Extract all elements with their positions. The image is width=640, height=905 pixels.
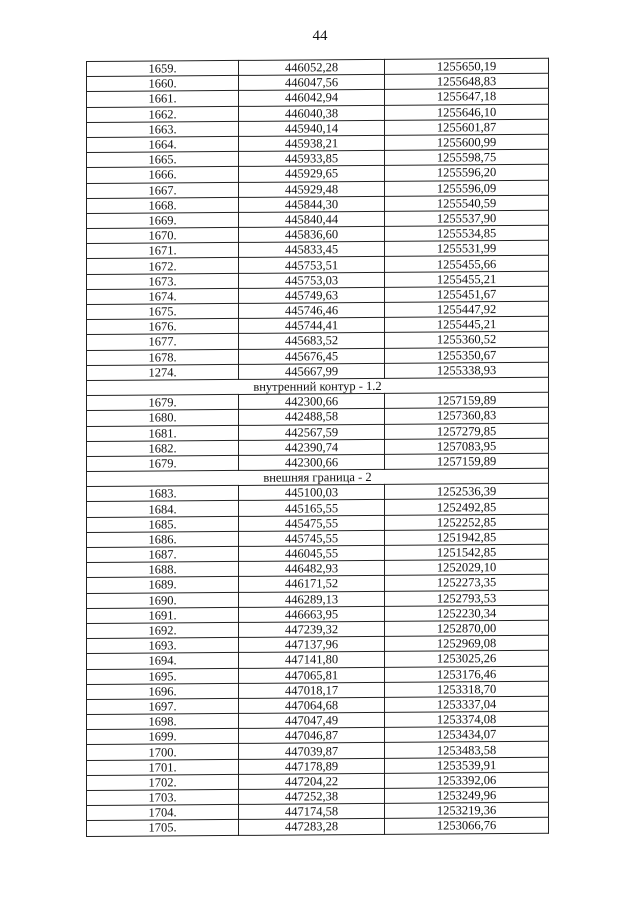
x-coordinate-cell: 445475,55 <box>239 515 385 531</box>
y-coordinate-cell: 1252969,08 <box>385 635 549 651</box>
x-coordinate-cell: 445746,46 <box>239 302 385 318</box>
x-coordinate-cell: 447174,58 <box>239 804 385 820</box>
y-coordinate-cell: 1252029,10 <box>385 559 549 575</box>
point-number-cell: 1677. <box>87 334 239 350</box>
point-number-cell: 1663. <box>87 121 239 137</box>
y-coordinate-cell: 1257360,83 <box>385 408 549 424</box>
x-coordinate-cell: 442300,66 <box>239 454 385 470</box>
y-coordinate-cell: 1255647,18 <box>385 89 549 105</box>
x-coordinate-cell: 447065,81 <box>239 667 385 683</box>
x-coordinate-cell: 447239,32 <box>239 621 385 637</box>
y-coordinate-cell: 1252230,34 <box>385 605 549 621</box>
x-coordinate-cell: 447064,68 <box>239 697 385 713</box>
y-coordinate-cell: 1255648,83 <box>385 73 549 89</box>
x-coordinate-cell: 446045,55 <box>239 545 385 561</box>
x-coordinate-cell: 445667,99 <box>239 363 385 379</box>
point-number-cell: 1679. <box>87 395 239 411</box>
y-coordinate-cell: 1253249,96 <box>385 787 549 803</box>
point-number-cell: 1696. <box>87 683 239 699</box>
y-coordinate-cell: 1255537,90 <box>385 210 549 226</box>
x-coordinate-cell: 447047,49 <box>239 712 385 728</box>
point-number-cell: 1687. <box>87 546 239 562</box>
x-coordinate-cell: 445836,60 <box>239 226 385 242</box>
x-coordinate-cell: 447018,17 <box>239 682 385 698</box>
x-coordinate-cell: 447046,87 <box>239 728 385 744</box>
x-coordinate-cell: 446052,28 <box>239 59 385 75</box>
x-coordinate-cell: 445940,14 <box>239 120 385 136</box>
y-coordinate-cell: 1252273,35 <box>385 575 549 591</box>
point-number-cell: 1676. <box>87 319 239 335</box>
point-number-cell: 1672. <box>87 258 239 274</box>
x-coordinate-cell: 447137,96 <box>239 637 385 653</box>
point-number-cell: 1692. <box>87 622 239 638</box>
y-coordinate-cell: 1257083,95 <box>385 438 549 454</box>
x-coordinate-cell: 447283,28 <box>239 819 385 835</box>
point-number-cell: 1688. <box>87 562 239 578</box>
point-number-cell: 1664. <box>87 136 239 152</box>
y-coordinate-cell: 1252252,85 <box>385 514 549 530</box>
point-number-cell: 1694. <box>87 653 239 669</box>
y-coordinate-cell: 1255338,93 <box>385 362 549 378</box>
y-coordinate-cell: 1253176,46 <box>385 666 549 682</box>
y-coordinate-cell: 1255534,85 <box>385 225 549 241</box>
point-number-cell: 1680. <box>87 410 239 426</box>
x-coordinate-cell: 445744,41 <box>239 318 385 334</box>
y-coordinate-cell: 1253318,70 <box>385 681 549 697</box>
y-coordinate-cell: 1255596,09 <box>385 180 549 196</box>
y-coordinate-cell: 1255646,10 <box>385 104 549 120</box>
y-coordinate-cell: 1255451,67 <box>385 286 549 302</box>
point-number-cell: 1683. <box>87 486 239 502</box>
y-coordinate-cell: 1253066,76 <box>385 818 549 834</box>
point-number-cell: 1666. <box>87 167 239 183</box>
point-number-cell: 1693. <box>87 638 239 654</box>
point-number-cell: 1698. <box>87 713 239 729</box>
point-number-cell: 1681. <box>87 425 239 441</box>
point-number-cell: 1703. <box>87 789 239 805</box>
y-coordinate-cell: 1255601,87 <box>385 119 549 135</box>
point-number-cell: 1668. <box>87 197 239 213</box>
point-number-cell: 1659. <box>87 60 239 76</box>
x-coordinate-cell: 445938,21 <box>239 135 385 151</box>
point-number-cell: 1686. <box>87 531 239 547</box>
x-coordinate-cell: 447141,80 <box>239 652 385 668</box>
y-coordinate-cell: 1257159,89 <box>385 392 549 408</box>
y-coordinate-cell: 1251542,85 <box>385 544 549 560</box>
x-coordinate-cell: 445753,03 <box>239 272 385 288</box>
point-number-cell: 1691. <box>87 607 239 623</box>
y-coordinate-cell: 1252870,00 <box>385 620 549 636</box>
point-number-cell: 1675. <box>87 303 239 319</box>
y-coordinate-cell: 1253374,08 <box>385 711 549 727</box>
y-coordinate-cell: 1252536,39 <box>385 484 549 500</box>
point-number-cell: 1700. <box>87 744 239 760</box>
x-coordinate-cell: 445840,44 <box>239 211 385 227</box>
point-number-cell: 1679. <box>87 455 239 471</box>
x-coordinate-cell: 446289,13 <box>239 591 385 607</box>
y-coordinate-cell: 1257159,89 <box>385 453 549 469</box>
y-coordinate-cell: 1251942,85 <box>385 529 549 545</box>
y-coordinate-cell: 1255445,21 <box>385 316 549 332</box>
y-coordinate-cell: 1255455,66 <box>385 256 549 272</box>
y-coordinate-cell: 1253392,06 <box>385 772 549 788</box>
x-coordinate-cell: 445676,45 <box>239 348 385 364</box>
x-coordinate-cell: 446047,56 <box>239 75 385 91</box>
x-coordinate-cell: 445929,48 <box>239 181 385 197</box>
point-number-cell: 1673. <box>87 273 239 289</box>
point-number-cell: 1660. <box>87 76 239 92</box>
x-coordinate-cell: 442300,66 <box>239 394 385 410</box>
coordinates-table <box>86 58 549 837</box>
y-coordinate-cell: 1255455,21 <box>385 271 549 287</box>
point-number-cell: 1704. <box>87 805 239 821</box>
x-coordinate-cell: 442567,59 <box>239 424 385 440</box>
x-coordinate-cell: 446040,38 <box>239 105 385 121</box>
y-coordinate-cell: 1255600,99 <box>385 134 549 150</box>
point-number-cell: 1671. <box>87 243 239 259</box>
x-coordinate-cell: 445745,55 <box>239 530 385 546</box>
x-coordinate-cell: 446171,52 <box>239 576 385 592</box>
x-coordinate-cell: 447039,87 <box>239 743 385 759</box>
point-number-cell: 1274. <box>87 364 239 380</box>
point-number-cell: 1697. <box>87 698 239 714</box>
point-number-cell: 1670. <box>87 227 239 243</box>
point-number-cell: 1678. <box>87 349 239 365</box>
x-coordinate-cell: 442488,58 <box>239 409 385 425</box>
x-coordinate-cell: 445929,65 <box>239 166 385 182</box>
y-coordinate-cell: 1253483,58 <box>385 742 549 758</box>
x-coordinate-cell: 445833,45 <box>239 242 385 258</box>
y-coordinate-cell: 1255540,59 <box>385 195 549 211</box>
point-number-cell: 1701. <box>87 759 239 775</box>
x-coordinate-cell: 445753,51 <box>239 257 385 273</box>
y-coordinate-cell: 1255598,75 <box>385 149 549 165</box>
y-coordinate-cell: 1255350,67 <box>385 347 549 363</box>
y-coordinate-cell: 1255596,20 <box>385 165 549 181</box>
page-number: 44 <box>312 28 328 44</box>
point-number-cell: 1685. <box>87 516 239 532</box>
y-coordinate-cell: 1255360,52 <box>385 332 549 348</box>
point-number-cell: 1689. <box>87 577 239 593</box>
point-number-cell: 1669. <box>87 212 239 228</box>
coordinates-table-body <box>87 58 549 836</box>
y-coordinate-cell: 1252492,85 <box>385 499 549 515</box>
point-number-cell: 1661. <box>87 91 239 107</box>
y-coordinate-cell: 1255447,92 <box>385 301 549 317</box>
point-number-cell: 1684. <box>87 501 239 517</box>
x-coordinate-cell: 445100,03 <box>239 485 385 501</box>
x-coordinate-cell: 447252,38 <box>239 788 385 804</box>
point-number-cell: 1674. <box>87 288 239 304</box>
point-number-cell: 1662. <box>87 106 239 122</box>
x-coordinate-cell: 445683,52 <box>239 333 385 349</box>
x-coordinate-cell: 445749,63 <box>239 287 385 303</box>
section-label: внутренний контур - 1.2 <box>87 377 549 395</box>
point-number-cell: 1690. <box>87 592 239 608</box>
x-coordinate-cell: 445165,55 <box>239 500 385 516</box>
point-number-cell: 1702. <box>87 774 239 790</box>
point-number-cell: 1695. <box>87 668 239 684</box>
point-number-cell: 1705. <box>87 820 239 836</box>
y-coordinate-cell: 1253434,07 <box>385 727 549 743</box>
x-coordinate-cell: 446663,95 <box>239 606 385 622</box>
y-coordinate-cell: 1255531,99 <box>385 241 549 257</box>
point-number-cell: 1665. <box>87 152 239 168</box>
x-coordinate-cell: 446042,94 <box>239 90 385 106</box>
x-coordinate-cell: 442390,74 <box>239 439 385 455</box>
point-number-cell: 1699. <box>87 729 239 745</box>
x-coordinate-cell: 447178,89 <box>239 758 385 774</box>
y-coordinate-cell: 1253025,26 <box>385 651 549 667</box>
y-coordinate-cell: 1253539,91 <box>385 757 549 773</box>
point-number-cell: 1667. <box>87 182 239 198</box>
y-coordinate-cell: 1253337,04 <box>385 696 549 712</box>
y-coordinate-cell: 1255650,19 <box>385 58 549 74</box>
x-coordinate-cell: 446482,93 <box>239 561 385 577</box>
y-coordinate-cell: 1253219,36 <box>385 802 549 818</box>
x-coordinate-cell: 445933,85 <box>239 151 385 167</box>
y-coordinate-cell: 1252793,53 <box>385 590 549 606</box>
point-number-cell: 1682. <box>87 440 239 456</box>
x-coordinate-cell: 445844,30 <box>239 196 385 212</box>
x-coordinate-cell: 447204,22 <box>239 773 385 789</box>
table-row <box>87 818 549 836</box>
y-coordinate-cell: 1257279,85 <box>385 423 549 439</box>
section-label: внешняя граница - 2 <box>87 468 549 486</box>
